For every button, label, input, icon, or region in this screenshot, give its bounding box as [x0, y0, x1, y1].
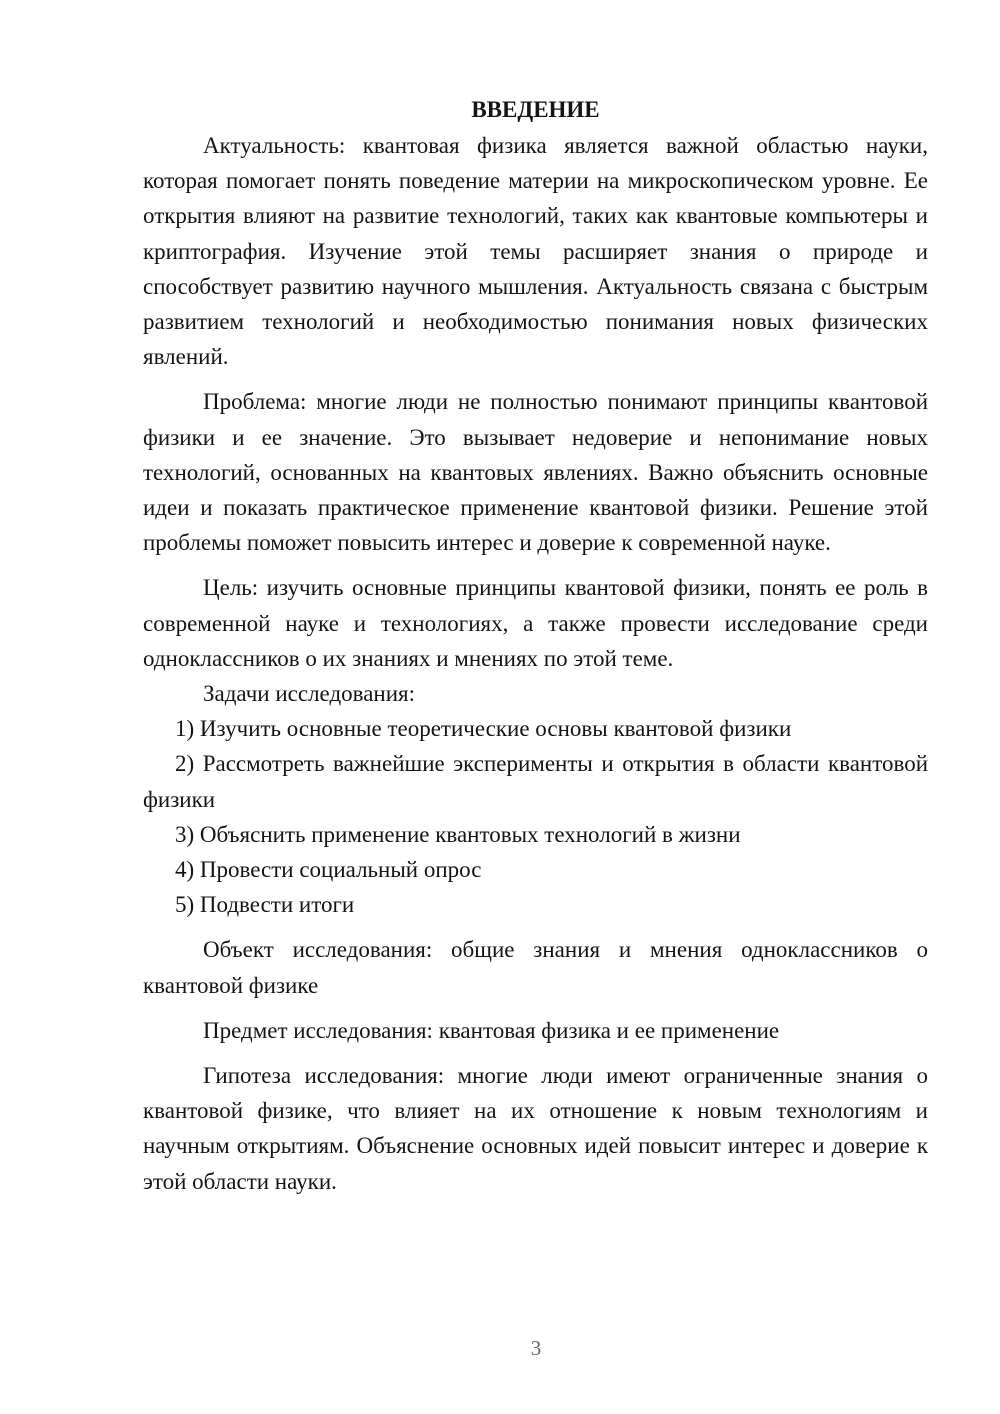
tasks-title: Задачи исследования:: [203, 681, 416, 707]
section-heading: ВВЕДЕНИЕ: [471, 97, 600, 122]
task-item: 2) Рассмотреть важнейшие эксперименты и открытия в области квантовой физики: [143, 751, 928, 812]
task-item: 5) Подвести итоги: [175, 892, 355, 918]
page-number: 3: [530, 1336, 542, 1360]
task-item: 1) Изучить основные теоретические основы квантовой физики: [175, 716, 792, 742]
task-item: 3) Объяснить применение квантовых технологий в жизни: [175, 821, 741, 847]
tasks-list: [143, 711, 928, 922]
paragraph-hypothesis: Гипотеза исследования: многие люди имеют ограниченные знания о квантовой физике, что влияет на их отношение к новым технологиям и научным открытиям. Объяснение основных идей повысит интерес и доверие к этой области науки.: [143, 1063, 928, 1194]
paragraph-relevance: Актуальность: квантовая физика является важной областью науки, которая помогает понять поведение материи на микроскопическом уровне. Ее открытия влияют на развитие технологий, таких как квантовые компьютеры и криптография. Изучение этой темы расширяет знания о природе и способствует развитию научного мышления. Актуальность связана с быстрым развитием технологий и необходимостью понимания новых физических явлений.: [143, 133, 928, 370]
paragraph-subject: Предмет исследования: квантовая физика и ее применение: [203, 1017, 780, 1043]
paragraph-goal: Цель: изучить основные принципы квантовой физики, понять ее роль в современной науке и технологиях, а также провести исследование среди одноклассников о их знаниях и мнениях по этой теме.: [143, 575, 928, 671]
document-page: [143, 92, 928, 1199]
paragraph-problem: Проблема: многие люди не полностью понимают принципы квантовой физики и ее значение. Это вызывает недоверие и непонимание новых технологий, основанных на квантовых явлениях. Важно объяснить основные идеи и показать практическое применение квантовой физики. Решение этой проблемы поможет повысить интерес и доверие к современной науке.: [143, 389, 928, 556]
paragraph-object: Объект исследования: общие знания и мнения одноклассников о квантовой физике: [143, 937, 928, 998]
task-item: 4) Провести социальный опрос: [175, 857, 482, 883]
